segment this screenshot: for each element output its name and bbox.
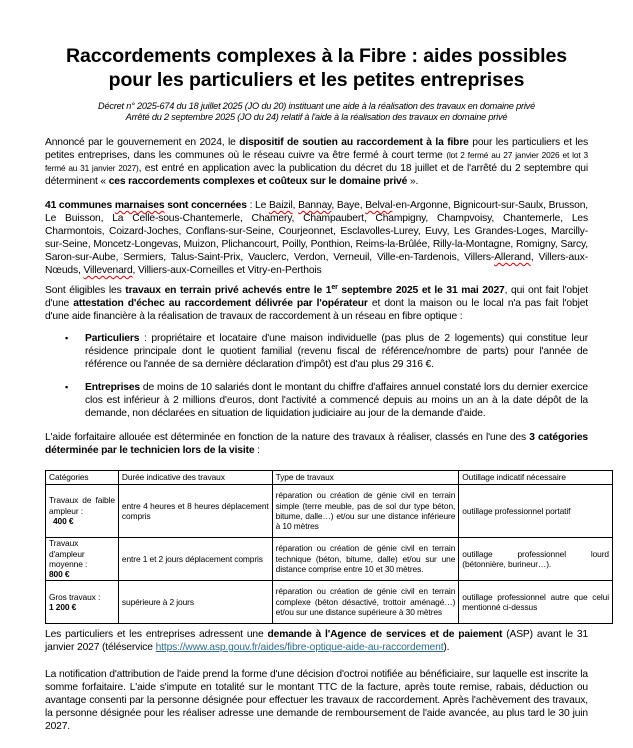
bullet-particuliers [65,332,588,371]
header-type: Type de travaux [272,471,459,485]
commune-misspelled: Villevenard [83,265,133,276]
notification-paragraph: La notification d'attribution de l'aide prend la forme d'une décision d'octroi notifiée au bénéficiaire, sur laquelle est inscrite la somme forfaitaire. L'aide s'impute en totalité sur le montant TTC de la facture, après toute remise, rabais, déduction ou avantage consenti par la personne désignée pour effectuer les travaux de raccordement. Après l'achèvement des travaux, la personne désignée pour les réaliser adresse une demande de remboursement de l'aide avancée, au plus tard le 30 juin 2027. [45,669,588,732]
cell-category: Gros travaux : 1 200 € [46,581,119,624]
cell-tools: outillage professionnel portatif [459,485,613,538]
intro-text: , est entré en application avec la publication du décret du 18 juillet et de l'arrêté du 2 septembre qui déterminent « [45,163,588,187]
square-bullet-icon: ▪ [65,333,69,343]
header-duration: Durée indicative des travaux [118,471,272,485]
cell-duration: supérieure à 2 jours [118,581,272,624]
commune-misspelled: Allerand [494,252,531,263]
eligibility-text: et dont la maison ou le local n'a pas fait l'objet d'une aide financière à la réalisation de travaux de raccordement à un réseau en fibre optique : [45,298,588,322]
intro-text: Annoncé par le gouvernement en 2024, le [45,137,240,148]
aid-paragraph [45,431,588,457]
intro-text: pour les particuliers et les petites entreprises, dans les communes où le réseau cuivre va être fermé à court terme [45,137,589,161]
cell-duration: entre 1 et 2 jours déplacement compris [118,538,272,581]
table-row [46,538,613,581]
communes-text: , Villiers-aux-Corneilles et Vitry-en-Perthois [132,265,322,276]
request-text: Les particuliers et les entreprises adressent une [45,629,268,640]
communes-paragraph: 41 communes marnaises sont concernées : Le Baizil, Bannay, Baye, Belval-en-Argonne, Bignicourt-sur-Saulx, Brusson, Le Buisson, La Celle-sous-Chantemerle, Chamery, Champaubert, Champigny, Champvoisy, Chantemerle, Les Charmontois, Coizard-Joches, Conflans-sur-Seine, Courjeonnet, Esclavolles-Lurey, Euvy, Les Grandes-Loges, Marcilly-sur-Seine, Moncetz-Longevas, Muizon, Plichancourt, Poilly, Ponthion, Reims-la-Brûlée, Rilly-la-Montagne, Romigny, Sarcy, Saron-sur-Aube, Sermiers, Talus-Saint-Prix, Vauclerc, Verdon, Verneuil, Ville-en-Tardenois, Villers-Allerand, Villers-aux-Nœuds, Villevenard, Villiers-aux-Corneilles et Vitry-en-Perthois [45,200,589,276]
square-bullet-icon: ▪ [65,382,69,392]
communes-text: : Le [246,200,269,211]
title-line-2: pour les particuliers et les petites entreprises [108,69,525,91]
request-bold-asp: demande à l'Agence de services et de paiement [267,629,503,640]
intro-text: ». [407,176,419,187]
cell-tools: outillage professionnel autre que celui mentionné ci-dessus [459,581,613,624]
communes-text: , Villers-aux-Nœuds, [45,252,588,276]
aid-bold-categories: 3 catégories déterminée par le technicien lors de la visite [45,432,588,456]
cell-type: réparation ou création de génie civil en terrain complexe (béton désactivé, trottoir aménagé…) et/ou sur une distance supérieure à 30 mètres [272,581,459,624]
subtitle-decree: Décret n° 2025-674 du 18 juillet 2025 (JO du 20) instituant une aide à la réalisation des travaux en domaine privé [98,101,535,111]
eligibility-bold-dates: travaux en terrain privé achevés entre le 1er septembre 2025 et le 31 mai 2027 [125,284,505,296]
bullet-text: de moins de 10 salariés dont le montant du chiffre d'affaires annuel constaté lors du dernier exercice clos est inférieur à 2 millions d'euros, dont l'activité a commencé depuis au moins un an à la date dépôt de la demande, non déclarées en situation de liquidation judiciaire au jour de la demande d'aide. [85,382,588,419]
eligibility-text: , qui ont fait l'objet d'une [45,285,588,309]
document-title [0,44,633,92]
categories-table [45,470,613,624]
cell-type: réparation ou création de génie civil en terrain simple (terre meuble, pas de sol dur type béton, bitume, dalle…) et/ou sur une distance inférieure à 10 mètres [272,485,459,538]
aid-text: L'aide forfaitaire allouée est déterminée en fonction de la nature des travaux à réaliser, classés en l'une des [45,432,530,443]
header-tools: Outillage indicatif nécessaire [459,471,613,485]
communes-lead: 41 communes [45,200,115,211]
intro-bold-raccordements: ces raccordements complexes et coûteux sur le domaine privé [108,176,408,187]
table-header-row [46,471,613,485]
document-subtitle [0,101,633,123]
aid-text: : [254,445,260,456]
commune-misspelled: Baizil [268,200,293,211]
amount: 1 200 € [49,602,77,612]
intro-paragraph [45,136,588,188]
header-categories: Catégories [46,471,119,485]
table-row [46,485,613,538]
intro-small-lots: (lot 2 fermé au 27 janvier 2026 et lot 3 fermé au 31 janvier 2027) [45,150,588,173]
eligibility-paragraph [45,284,588,323]
communes-text: , Baye, [331,200,366,211]
intro-bold-dispositif: dispositif de soutien au raccordement à la fibre [239,137,469,148]
asp-teleservice-link[interactable]: https://www.asp.gouv.fr/aides/fibre-optique-aide-au-raccordement [155,642,444,653]
eligibility-bold-attestation: attestation d'échec au raccordement délivrée par l'opérateur [73,298,368,309]
table-row [46,581,613,624]
eligibility-text: Sont éligibles les [45,285,126,296]
amount: 800 € [49,569,70,580]
request-text: ). [443,642,450,653]
request-paragraph [45,628,588,654]
commune-misspelled: Bannay [298,200,332,211]
commune-misspelled: Belval [365,200,393,211]
bullet-text: : propriétaire et locataire d'une maison individuelle (pas plus de 2 logements) qui constitue leur résidence principale dont le quotient familial (revenu fiscal de référence/nombre de parts) pour l'année de référence ou l'année de sa dernière déclaration d'impôt) est d'au plus 29 316 €. [85,333,588,370]
cell-category: Travaux d'ampleur moyenne : 800 € [46,538,119,581]
cell-duration: entre 4 heures et 8 heures déplacement compris [118,485,272,538]
bullet-title: Particuliers [85,333,140,344]
cell-category: Travaux de faible ampleur : 400 € [46,485,119,538]
amount: 400 € [53,516,74,527]
cell-type: réparation ou création de génie civil en terrain technique (béton, bitume, dalle) et/ou sur une distance comprise entre 10 et 30 mètres. [272,538,459,581]
bullet-entreprises [65,381,588,420]
title-line-1: Raccordements complexes à la Fibre : aides possibles [66,45,567,67]
bullet-title: Entreprises [85,382,141,393]
communes-lead-misspelled: marnaises [114,200,165,211]
subtitle-arrete: Arrêté du 2 septembre 2025 (JO du 24) relatif à l'aide à la réalisation des travaux en domaine privé [125,112,508,122]
communes-text: -en-Argonne, Bignicourt-sur-Saulx, Brusson, Le Buisson, La Celle-sous-Chantemerle, Chamery, Champaubert, Champigny, Champvoisy, Chantemerle, Les Charmontois, Coizard-Joches, Conflans-sur-Seine, Courjeonnet, Esclavolles-Lurey, Euvy, Les Grandes-Loges, Marcilly-sur-Seine, Moncetz-Longevas, Muizon, Plichancourt, Poilly, Ponthion, Reims-la-Brûlée, Rilly-la-Montagne, Romigny, Sarcy, Saron-sur-Aube, Sermiers, Talus-Saint-Prix, Vauclerc, Verdon, Verneuil, Ville-en-Tardenois, Villers- [45,200,589,263]
cell-tools: outillage professionnel lourd (bétonnière, burineur…). [459,538,613,581]
request-text: (ASP) avant le 31 janvier 2027 (téléservice [45,629,588,653]
communes-lead: sont concernées [164,200,247,211]
